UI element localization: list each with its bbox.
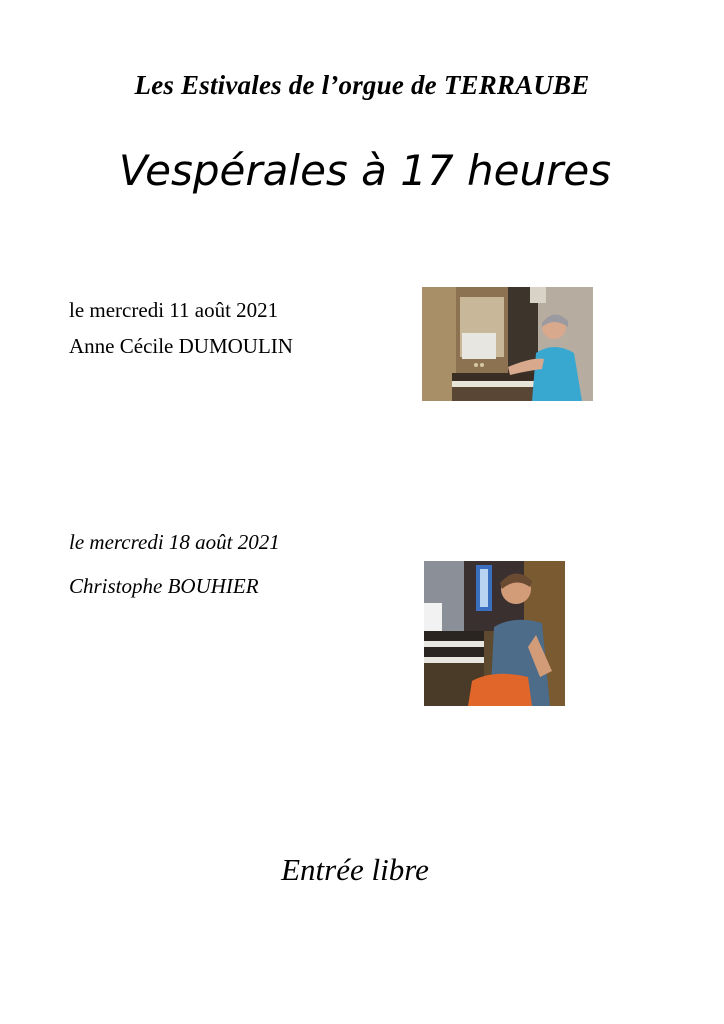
organist-name-2: Christophe BOUHIER <box>69 574 259 598</box>
festival-title: Les Estivales de l’orgue de TERRAUBE <box>134 70 590 100</box>
concert-date-2: le mercredi 18 août 2021 <box>69 530 280 554</box>
organist-photo-1 <box>422 287 593 401</box>
organist-name-1: Anne Cécile DUMOULIN <box>69 334 293 358</box>
organist-photo-2 <box>424 561 565 706</box>
entry-notice: Entrée libre <box>281 852 429 887</box>
concert-date-1: le mercredi 11 août 2021 <box>69 298 279 322</box>
headline: Vespérales à 17 heures <box>118 146 612 195</box>
